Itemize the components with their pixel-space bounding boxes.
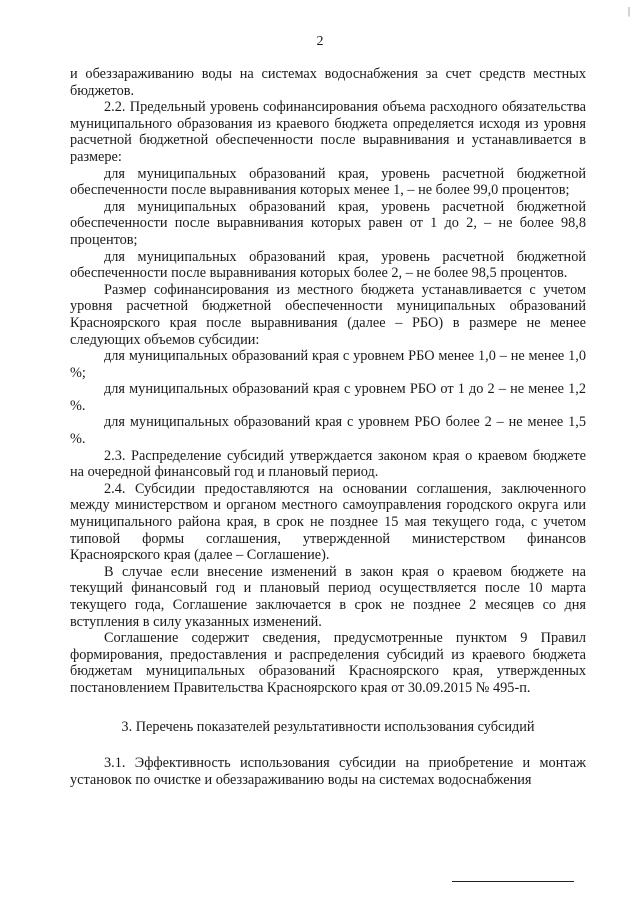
paragraph: для муниципальных образований края, уровень расчетной бюджетной обеспеченности после выравнивания которых более 2, – не более 98,5 процентов. [70, 248, 586, 282]
paragraphs-after [70, 755, 586, 788]
page-number: 2 [316, 34, 324, 49]
paragraph: 2.4. Субсидии предоставляются на основании соглашения, заключенного между министерством и органом местного самоуправления городского округа или муниципального района края, в срок не позднее 15 мая текущего года, с учетом типовой формы соглашения, утвержденной министерством финансов Красноярского края (далее – Соглашение). [70, 480, 586, 564]
paragraphs-before [70, 66, 586, 697]
paragraph: В случае если внесение изменений в закон края о краевом бюджете на текущий финансовый год и плановый период осуществляется после 10 марта текущего года, Соглашение заключается в срок не позднее 2 месяцев со дня вступления в силу указанных изменений. [70, 563, 586, 630]
paragraph: Размер софинансирования из местного бюджета устанавливается с учетом уровня расчетной бюджетной обеспеченности муниципальных образований Красноярского края после выравнивания (далее – РБО) в размере не менее следующих объемов субсидии: [70, 281, 586, 348]
paragraph: 2.2. Предельный уровень софинансирования объема расходного обязательства муниципального образования из краевого бюджета определяется исходя из уровня расчетной бюджетной обеспеченности после выравнивания и устанавливается в размере: [70, 99, 586, 165]
paragraph: для муниципальных образований края с уровнем РБО от 1 до 2 – не менее 1,2 %. [70, 381, 586, 414]
document-body [70, 66, 586, 788]
paragraph: 3.1. Эффективность использования субсидии на приобретение и монтаж установок по очистке и обеззараживанию воды на системах водоснабжения [70, 755, 586, 788]
paragraph: и обеззараживанию воды на системах водоснабжения за счет средств местных бюджетов. [70, 66, 586, 99]
paragraph: для муниципальных образований края, уровень расчетной бюджетной обеспеченности после выравнивания которых менее 1, – не более 99,0 процентов; [70, 165, 586, 199]
paragraph: для муниципальных образований края с уровнем РБО менее 1,0 – не менее 1,0 %; [70, 348, 586, 381]
paragraph: для муниципальных образований края с уровнем РБО более 2 – не менее 1,5 %. [70, 414, 586, 448]
section-heading: 3. Перечень показателей результативности использования субсидий [121, 718, 535, 735]
paragraph: Соглашение содержит сведения, предусмотренные пунктом 9 Правил формирования, предоставления и распределения субсидий из краевого бюджета бюджетам муниципальных образований Красноярского края, утвержденных постановлением Правительства Красноярского края от 30.09.2015 № 495-п. [70, 630, 586, 696]
footer-rule [452, 881, 574, 882]
paragraph: 2.3. Распределение субсидий утверждается законом края о краевом бюджете на очередной финансовый год и плановый период. [70, 447, 586, 481]
corner-mark: | [627, 6, 630, 17]
paragraph: для муниципальных образований края, уровень расчетной бюджетной обеспеченности после выравнивания которых равен от 1 до 2, – не более 98,8 процентов; [70, 198, 586, 248]
